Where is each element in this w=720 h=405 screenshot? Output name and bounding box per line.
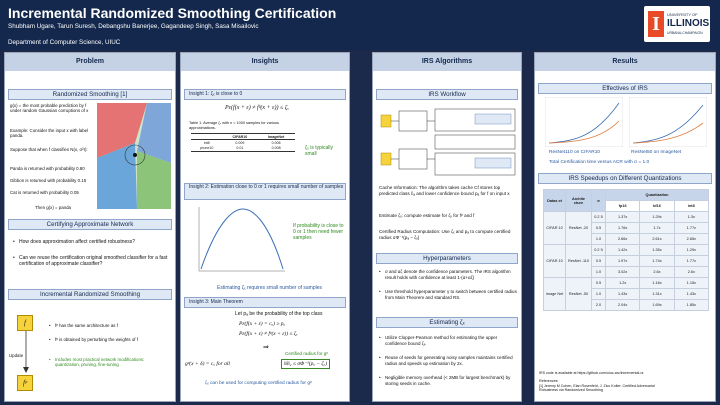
logo-sub-text: URBANA-CHAMPAIGN [667,31,703,35]
section-randomized-smoothing: Randomized Smoothing [1] [8,89,172,100]
workflow-step-3: Certified Radius Computation: Use ζₓ and pₐ to compute certified radius σΦ⁻¹(pₐ − ζₓ) [379,229,511,240]
cell-speedup: 2.6x [640,267,674,278]
insight-1-equation: Pε(f(x + ε) ≠ fᵖ(x + ε)) ≤ ζₓ [225,105,289,111]
estimate-bullet-1: • Utilize Clopper-Pearson method for estimating the upper confidence bound ζₓ. [385,335,519,346]
theorem-radius-box: ‖δ‖₂ ≤ σΦ⁻¹(pₐ − ζₓ) [281,359,330,369]
sample-size-chart [189,203,289,281]
input-point [133,153,137,157]
arch-bullet: • fᵖ has the same architecture as f [55,323,165,328]
theorem-eq-c: gᵖ(x + δ) = cₐ for all [185,361,230,367]
section-hyperparameters: Hyperparameters [376,253,518,264]
decision-region-figure [97,103,171,209]
cell-speedup: 1.74x [640,256,674,267]
section-incremental-rs: Incremental Randomized Smoothing [8,289,172,300]
update-label: Update [9,353,24,358]
cell-dataset: CIFAR 10 [544,245,566,278]
block-i-icon: I [648,11,664,37]
results-heading: Results [535,53,715,71]
insights-heading: Insights [181,53,349,71]
cell-sigma: 0.5 [592,223,606,234]
panda-prob: Panda is returned with probability 0.80 [10,166,85,171]
zeta-cell: prune10 [191,146,223,152]
zeta-col-2: ImageNet [257,134,295,140]
implies-icon: ⇒ [263,344,269,351]
zeta-cell: int8 [191,140,223,146]
algorithms-heading: IRS Algorithms [373,53,521,71]
definition-text: g(x) = the most probable prediction by f under random Gaussian corruptions of x [10,103,89,114]
cell-sigma: 1.0 [592,267,606,278]
cell-arch: ResNet -20 [566,212,592,245]
col-dataset: Datas et [544,190,566,212]
cell-speedup: 1.43x [674,289,708,300]
perturb-bullet: • fᵖ is obtained by perturbing the weights of f [55,337,165,342]
cell-speedup: 1.31x [640,289,674,300]
theorem-eq-b: Pε(f(x + ε) ≠ fᵖ(x + ε)) ≤ ζₓ [239,331,298,337]
cell-speedup: 1.37x [606,212,640,223]
cell-speedup: 1.42x [606,245,640,256]
theorem-footnote: ζₓ can be used for computing certified radius for gᵖ [205,381,312,386]
author-list: Shubham Ugare, Tarun Suresh, Debangshu Banerjee, Gagandeep Singh, Sasa Misailovic [8,23,259,30]
section-estimating: Estimating ζₓ [376,317,518,328]
cell-speedup: 3.02x [606,267,640,278]
speedup-table [543,189,709,311]
cell-speedup: 1.77x [674,223,708,234]
code-link[interactable]: IRS code is available at https://github.com/uiuc-arc/incremental-rs [539,371,644,375]
hyper-bullet-1: • σ and αζ denote the confidence parameters. The IRS algorithm result holds with confidence at least 1-(α+αζ) [385,269,519,280]
section-workflow: IRS Workflow [376,89,518,100]
cell-speedup: 2.65x [674,234,708,245]
workflow-step-1: Cache Information: The algorithm takes cache Cf stores top predicted class ĉₐ and lower confidence bound pₐ for f on input x [379,185,510,196]
compute-block [435,135,515,149]
poster-header [0,0,720,50]
fp-block [381,153,391,165]
cell-arch: ResNet -110 [566,245,592,278]
theorem-eq-a: Pε(f(x + ε) = cₐ) ≥ pₐ [239,321,286,327]
hyper-bullet-2: • Use threshold hyperparameter γ to switch between certified radius from Main Theorem and standard RS. [385,289,519,300]
insight-3-header: Insight 3: Main Theorem [184,297,346,308]
smooth-block [399,111,427,131]
few-samples-note: If probability is close to 0 or 1 then need fewer samples [293,223,344,242]
col-quantization: Quantization [606,190,709,201]
sub-fp16: fp16 [606,201,640,212]
cell-speedup: 1.2x [606,278,640,289]
estimate-bullet-3: • Negligible memory overhead (< 2MB for largest benchmark) by storing seeds in cache. [385,375,519,386]
chart-bg [189,203,289,281]
cifar-time-chart [545,97,623,147]
radius-output-2 [475,158,511,168]
sub-bf16: bf16 [640,201,674,212]
zeta-cell: 0.006 [257,140,295,146]
original-network-box: f [17,315,33,331]
approx-network-box: fᵖ [17,375,33,391]
caption-imagenet: ResNet50 on ImageNet [631,150,682,155]
radius-output [475,114,511,124]
estimate-bullet-2: • Reuse of seeds for generating noisy samples maintains certified radius and speeds up estimation by 2x. [385,355,519,366]
problem-column [4,52,176,402]
question-bullet-1: • How does approximation affect certified robustness? [19,239,169,245]
col-sigma: σ [592,190,606,212]
references-heading: References: [539,379,559,383]
cell-speedup: 1.16x [640,278,674,289]
small-note: ζₓ is typically small [305,145,334,158]
suppose-text: Suppose that when f classifies N(x, σ²I): [10,147,88,152]
zeta-cell: 0.01 [223,146,258,152]
section-certifying-approx: Certifying Approximate Network [8,219,172,230]
cell-speedup: 1.35x [640,245,674,256]
col-architecture: Archite cture [566,190,592,212]
zeta-cell: 0.008 [257,146,295,152]
f-block [381,115,391,127]
algorithms-column [372,52,522,402]
section-speedups: IRS Speedups on Different Quantizations [538,173,712,184]
insight-1-header: Insight 1: ζₓ is close to 0 [184,89,346,100]
cell-sigma: 1.0 [592,289,606,300]
cell-speedup: 1.7x [640,223,674,234]
department: Department of Computer Science, UIUC [8,39,121,46]
estimation-caption: Estimating ζₓ requires small number of samples [217,285,322,291]
cell-dataset: Image Net [544,278,566,311]
then-text: Then g(x) = panda [35,205,72,210]
cell-arch: ResNet -50 [566,278,592,311]
cell-sigma: 2.0 [592,300,606,311]
gibbon-prob: Gibbon is returned with probability 0.15 [10,178,87,183]
zeta-col-1: CIFAR10 [223,134,258,140]
logo-small-text: UNIVERSITY OF [667,12,698,17]
cell-speedup: 2.6x [674,267,708,278]
update-arrow-icon [23,331,29,373]
example-text: Example: Consider the input x with label panda. [10,128,89,139]
caption-cifar: ResNet110 on CIFAR10 [549,150,601,155]
total-time-caption: Total Certification time versus ACR with σ = 1.0 [549,160,650,165]
cell-dataset: CIFAR 10 [544,212,566,245]
insights-column [180,52,350,402]
workflow-diagram [377,105,519,181]
question-bullet-2: • Can we reuse the certification original smoothed classifier for a fast certification of approximate classifier? [19,255,169,267]
poster-title: Incremental Randomized Smoothing Certification [8,5,337,21]
cell-speedup: 1.15x [674,278,708,289]
illinois-logo [644,6,710,42]
zeta-cell: 0.009 [223,140,258,146]
cell-speedup: 1.29x [674,245,708,256]
smooth-block-2 [399,149,427,169]
cell-sigma: 0.5 [592,256,606,267]
cell-speedup: 1.69x [640,300,674,311]
cell-speedup: 1.77x [674,256,708,267]
section-effectives: Effectives of IRS [538,83,712,94]
logo-big-text: ILLINOIS [667,18,710,29]
let-text: Let pₐ be the probability of the top class [235,311,323,317]
cell-speedup: 1.76x [606,223,640,234]
cell-sigma: 0.5 [592,278,606,289]
cell-speedup: 2.66x [606,234,640,245]
zeta-table [191,133,295,152]
cat-prob: Cat is returned with probability 0.05 [10,190,79,195]
sub-int8: int8 [674,201,708,212]
cell-speedup: 1.29x [640,212,674,223]
cell-speedup: 2.04x [606,300,640,311]
table-caption: Table 1. Average ζₓ with n = 1000 samples for various approximations. [189,121,279,130]
cell-speedup: 1.97x [606,256,640,267]
modifications-bullet: • Includes most practical network modifications: quantization, pruning, fine-tuning [55,357,165,368]
certified-radius-label: Certified radius for gᵖ [285,351,329,356]
cell-sigma: 0.2 5 [592,212,606,223]
results-column [534,52,716,402]
cell-speedup: 2.61x [640,234,674,245]
workflow-step-2: Estimate ζₓ: compute estimate for ζₓ for fᵖ and f [379,213,475,218]
cell-sigma: 0.2 5 [592,245,606,256]
problem-heading: Problem [5,53,175,71]
cell-sigma: 1.0 [592,234,606,245]
cell-speedup: 1.3x [674,212,708,223]
reference-1: [1] Jeremy M Cohen, Elan Rosenfeld, J. Zico Kolter. Certified Adversarial Robustness via Randomized Smoothing [539,384,655,393]
cell-speedup: 1.43x [606,289,640,300]
cell-speedup: 1.85x [674,300,708,311]
insight-2-header: Insight 2: Estimation close to 0 or 1 requires small number of samples [184,183,346,200]
imagenet-time-chart [629,97,707,147]
